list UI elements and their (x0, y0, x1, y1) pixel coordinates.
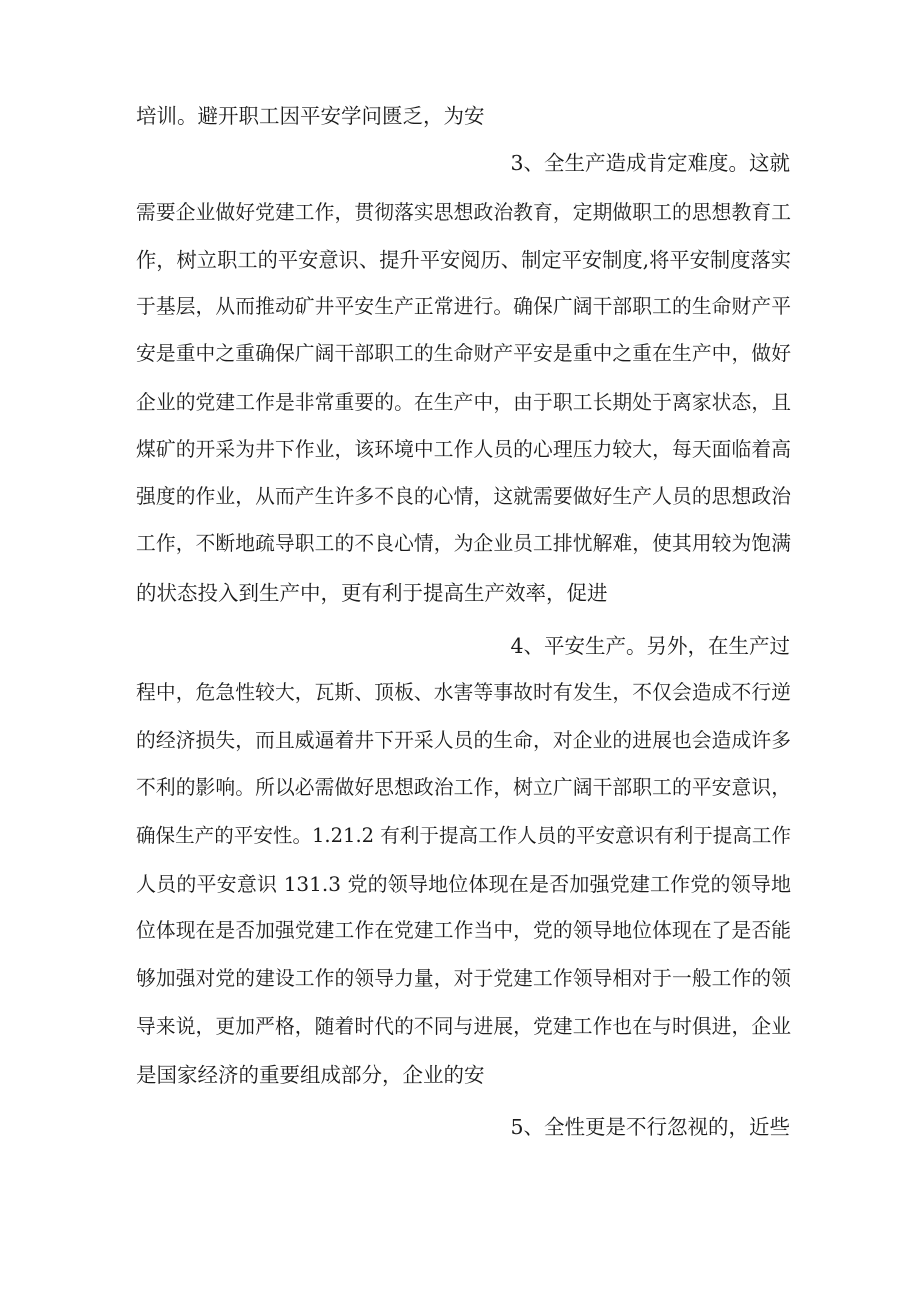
text-line-6: 安是重中之重确保广阔干部职工的生命财产平安是重中之重在生产中，做好 (136, 342, 791, 365)
text-line-20: 导来说，更加严格，随着时代的不同与进展，党建工作也在与时俱进，企业 (136, 1015, 791, 1038)
text-line-17: 人员的平安意识 131.3 党的领导地位体现在是否加强党建工作党的领导地 (136, 872, 791, 896)
text-line-9: 强度的作业，从而产生许多不良的心情，这就需要做好生产人员的思想政治 (136, 485, 791, 508)
text-line-3: 需要企业做好党建工作，贯彻落实思想政治教育，定期做职工的思想教育工 (136, 201, 791, 224)
section-heading-3: 3、全生产造成肯定难度。这就 (510, 151, 790, 175)
text-line-13: 程中，危急性较大，瓦斯、顶板、水害等事故时有发生，不仅会造成不行逆 (136, 681, 791, 704)
text-line-5: 于基层，从而推动矿井平安生产正常进行。确保广阔干部职工的生命财产平 (136, 295, 791, 318)
text-line-7: 企业的党建工作是非常重要的。在生产中，由于职工长期处于离家状态，且 (136, 391, 791, 414)
text-line-10: 工作，不断地疏导职工的不良心情，为企业员工排忧解难，使其用较为饱满 (136, 532, 791, 555)
text-line-21: 是国家经济的重要组成部分，企业的安 (136, 1063, 485, 1087)
text-line-4: 作，树立职工的平安意识、提升平安阅历、制定平安制度,将平安制度落实 (136, 248, 791, 272)
text-line-8: 煤矿的开采为井下作业，该环境中工作人员的心理压力较大，每天面临着高 (136, 438, 791, 461)
section-heading-5: 5、全性更是不行忽视的，近些 (510, 1115, 790, 1139)
text-line-11: 的状态投入到生产中，更有利于提高生产效率，促进 (136, 581, 608, 605)
section-heading-4: 4、平安生产。另外，在生产过 (510, 634, 790, 658)
text-line-19: 够加强对党的建设工作的领导力量，对于党建工作领导相对于一般工作的领 (136, 967, 791, 990)
text-line-14: 的经济损失，而且威逼着井下开采人员的生命，对企业的进展也会造成许多 (136, 729, 791, 752)
text-line-1: 培训。避开职工因平安学问匮乏，为安 (136, 104, 485, 128)
text-line-15: 不利的影响。所以必需做好思想政治工作，树立广阔干部职工的平安意识， (136, 776, 791, 799)
text-line-16: 确保生产的平安性。1.21.2 有利于提高工作人员的平安意识有利于提高工作 (136, 824, 791, 847)
text-line-18: 位体现在是否加强党建工作在党建工作当中，党的领导地位体现在了是否能 (136, 919, 791, 942)
